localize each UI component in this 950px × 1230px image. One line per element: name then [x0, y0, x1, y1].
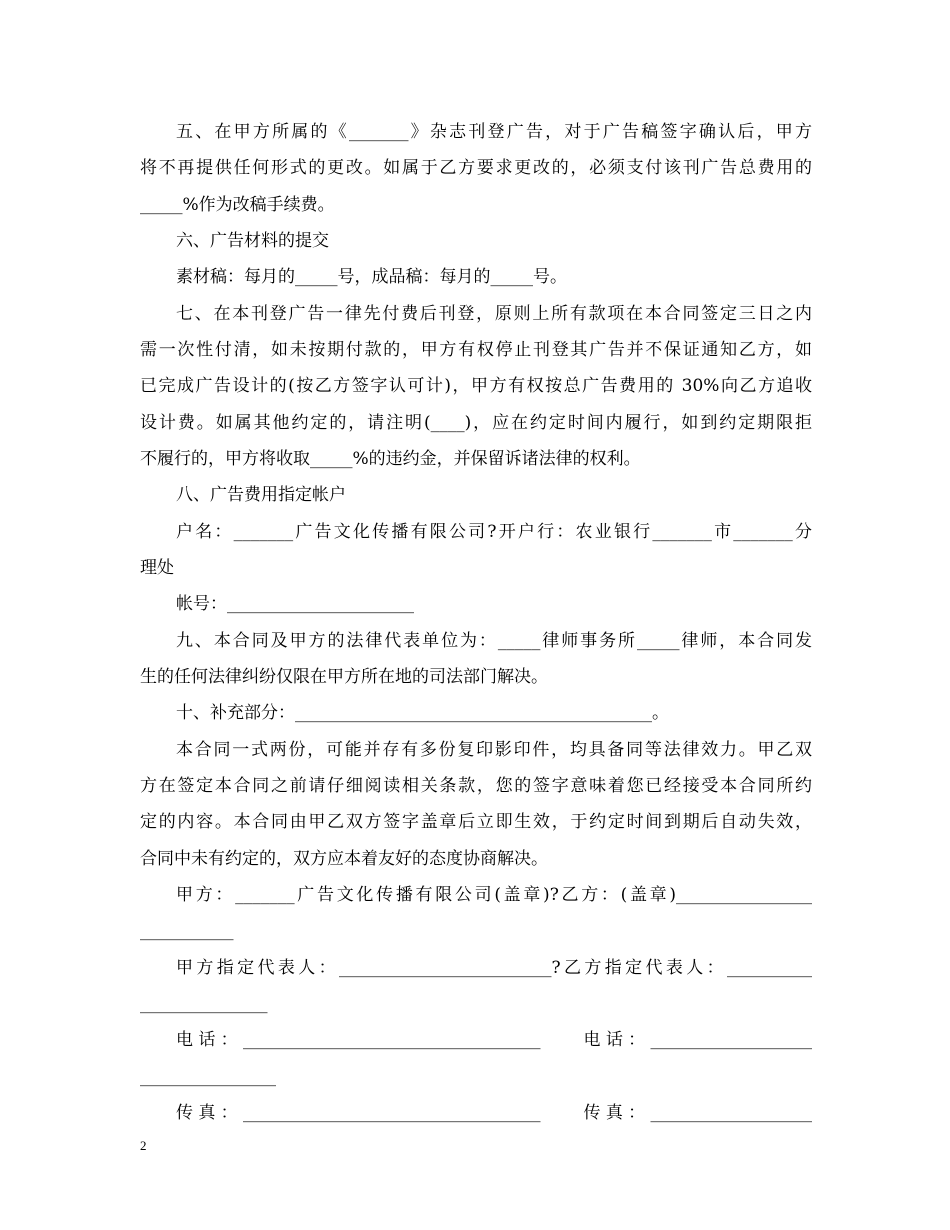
clause-8-account-line-2: 理处	[140, 558, 174, 578]
clause-10: 十、补充部分：__________________________________________。	[176, 703, 669, 723]
closing-line-4: 合同中未有约定的，双方应本着友好的态度协商解决。	[140, 849, 548, 869]
clause-5-line-3: _____%作为改稿手续费。	[140, 195, 335, 215]
signature-fax: 传真：___________________________________ 传真：___________________	[176, 1103, 812, 1123]
clause-7-line-4: 设计费。如属其他约定的，请注明(____)，应在约定时间内履行，如到约定期限拒	[140, 413, 812, 433]
signature-parties-line-1: 甲方：_______广告文化传播有限公司(盖章)?乙方：(盖章)________________	[176, 885, 812, 905]
signature-reps-line-2: _______________	[140, 994, 268, 1014]
closing-line-1: 本合同一式两份，可能并存有多份复印影印件，均具备同等法律效力。甲乙双	[176, 740, 812, 760]
signature-phone-line-1: 电话：___________________________________ 电话：___________________	[176, 1030, 812, 1050]
clause-7-line-2: 需一次性付清，如未按期付款的，甲方有权停止刊登其广告并不保证通知乙方，如	[140, 340, 812, 360]
clause-9-line-1: 九、本合同及甲方的法律代表单位为：_____律师事务所_____律师，本合同发	[176, 631, 812, 651]
clause-7-line-1: 七、在本刊登广告一律先付费后刊登，原则上所有款项在本合同签定三日之内	[176, 304, 812, 324]
signature-reps-line-1: 甲方指定代表人：_________________________?乙方指定代表人：__________	[176, 958, 812, 978]
clause-8-account-number: 帐号：______________________	[176, 594, 414, 614]
clause-8-title: 八、广告费用指定帐户	[176, 485, 346, 505]
clause-7-line-5: 不履行的，甲方将收取_____%的违约金，并保留诉诸法律的权利。	[140, 449, 641, 469]
clause-5-line-1: 五、在甲方所属的《_______》杂志刊登广告，对于广告稿签字确认后，甲方	[176, 122, 812, 142]
closing-line-2: 方在签定本合同之前请仔细阅读相关条款，您的签字意味着您已经接受本合同所约	[140, 776, 812, 796]
clause-9-line-2: 生的任何法律纠纷仅限在甲方所在地的司法部门解决。	[140, 667, 548, 687]
clause-5-line-2: 将不再提供任何形式的更改。如属于乙方要求更改的，必须支付该刊广告总费用的	[140, 158, 812, 178]
signature-parties-line-2: ___________	[140, 921, 234, 941]
clause-6-body: 素材稿：每月的_____号，成品稿：每月的_____号。	[176, 267, 567, 287]
signature-phone-line-2: ________________	[140, 1067, 276, 1087]
closing-line-3: 定的内容。本合同由甲乙双方签字盖章后立即生效，于约定时间到期后自动失效，	[140, 812, 812, 832]
clause-8-account-line-1: 户名：_______广告文化传播有限公司?开户行：农业银行_______市_______分	[176, 522, 812, 542]
clause-6-title: 六、广告材料的提交	[176, 231, 329, 251]
page-number: 2	[140, 1138, 147, 1153]
clause-7-line-3: 已完成广告设计的(按乙方签字认可计)，甲方有权按总广告费用的 30%向乙方追收	[140, 376, 812, 396]
